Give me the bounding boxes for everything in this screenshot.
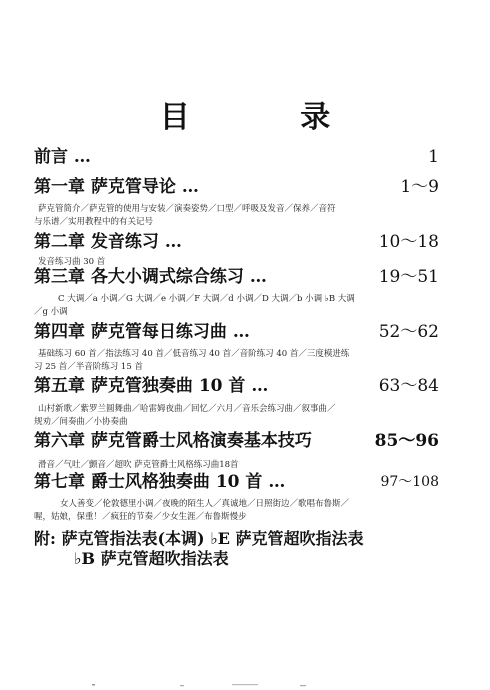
toc-entry-contents xyxy=(34,293,463,319)
appendix-line: 附: 萨克管指法表(本调) ♭E 萨克管超吹指法表 xyxy=(34,529,364,548)
toc-entry-contents xyxy=(34,203,443,229)
toc-entry-preface xyxy=(34,147,439,169)
contents-line: 萨克管简介／萨克管的使用与安装／演奏姿势／口型／呼吸及发音／保养／音符 xyxy=(38,204,336,214)
contents-line: 女人善变／伦敦德里小调／夜晚的陌生人／真诚地／日照街边／歌唱布鲁斯／ xyxy=(60,499,350,509)
contents-line: 基础练习 60 首／指法练习 40 首／低音练习 40 首／音阶练习 40 首／三度模进练 xyxy=(38,349,350,359)
toc-entry-page: 1～9 xyxy=(400,177,439,197)
scan-specks xyxy=(0,670,490,690)
toc-entry-chapter-2 xyxy=(34,232,439,254)
contents-line: 习 25 首／半音阶练习 15 首 xyxy=(34,362,143,372)
toc-entry-contents xyxy=(34,403,443,429)
toc-entry-chapter-6 xyxy=(34,431,439,453)
toc-entry-page: 63～84 xyxy=(378,376,439,396)
contents-line: 滑音／气吐／颤音／超吹 萨克管爵士风格练习曲18首 xyxy=(38,460,239,470)
contents-line: 喔，姑娘，保重！／疯狂的节奏／少女生涯／布鲁斯慢步 xyxy=(34,512,247,522)
contents-line: 发音练习曲 30 首 xyxy=(38,257,106,267)
contents-line: ／g 小调 xyxy=(34,307,68,317)
page-title: 目 录 xyxy=(159,100,381,135)
toc-entry-title: 第一章 萨克管导论 … xyxy=(34,177,199,197)
toc-entry-contents xyxy=(34,498,465,524)
toc-entry-page: 10～18 xyxy=(378,232,439,252)
toc-entry-chapter-7 xyxy=(34,472,439,494)
appendix-line: ♭B 萨克管超吹指法表 xyxy=(74,549,229,568)
toc-entry-contents xyxy=(34,348,443,374)
toc-entry-title: 前言 … xyxy=(34,147,91,167)
toc-entry-chapter-3 xyxy=(34,267,439,289)
toc-entry-chapter-5 xyxy=(34,376,439,398)
toc-entry-page: 19～51 xyxy=(378,267,439,287)
toc-entry-page: 97～108 xyxy=(380,474,439,490)
toc-entry-title: 第五章 萨克管独奏曲 10 首 … xyxy=(34,376,269,396)
contents-line: 规劝／间奏曲／小协奏曲 xyxy=(34,417,128,427)
contents-line: 山村新歌／紫罗兰圆舞曲／哈雷姆夜曲／回忆／六月／音乐会练习曲／叙事曲／ xyxy=(38,404,336,414)
contents-line: C 大调／a 小调／G 大调／e 小调／F 大调／d 小调／D 大调／b 小调 ♭B 大调 xyxy=(58,294,355,304)
toc-entry-page: 85～96 xyxy=(374,431,439,451)
toc-entry-chapter-1 xyxy=(34,177,439,199)
toc-entry-title: 第三章 各大小调式综合练习 … xyxy=(34,267,267,287)
toc-entry-title: 第二章 发音练习 … xyxy=(34,232,182,252)
toc-entry-page: 1 xyxy=(428,147,439,167)
toc-entry-title: 第七章 爵士风格独奏曲 10 首 … xyxy=(34,472,286,492)
contents-line: 与乐谱／实用教程中的有关记号 xyxy=(34,217,154,227)
toc-entry-title: 第六章 萨克管爵士风格演奏基本技巧 xyxy=(34,431,312,451)
toc-entry-title: 第四章 萨克管每日练习曲 … xyxy=(34,322,250,342)
toc-appendix xyxy=(34,529,439,569)
toc-entry-chapter-4 xyxy=(34,322,439,344)
toc-entry-contents xyxy=(38,459,443,472)
toc-entry-page: 52～62 xyxy=(378,322,439,342)
